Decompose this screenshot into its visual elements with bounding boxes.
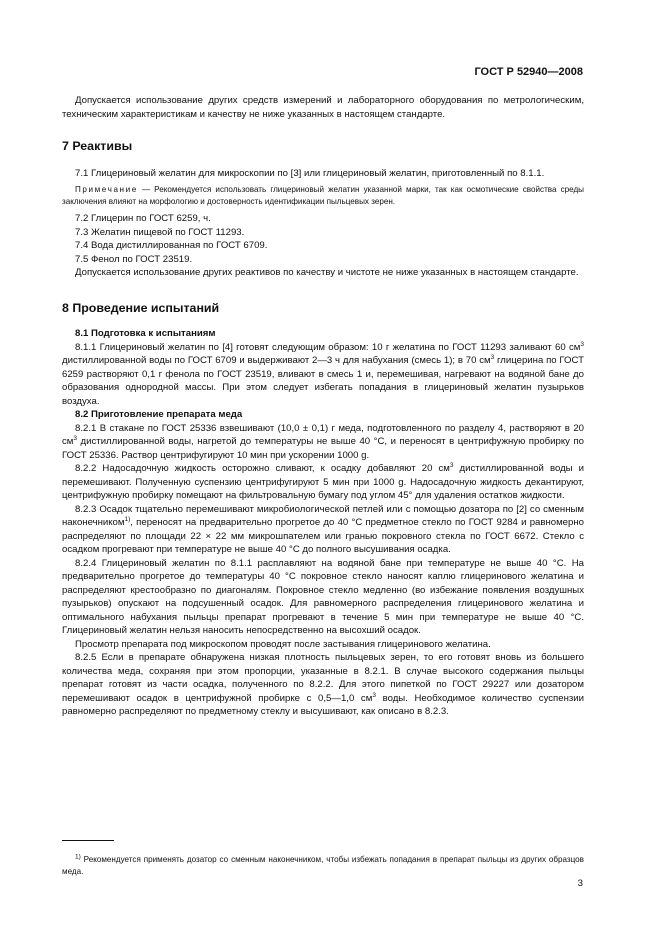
footnote-mark: 1) bbox=[75, 853, 81, 861]
paragraph-8-2-4-b: Просмотр препарата под микроскопом проводят после застывания глицеринового желатина. bbox=[75, 638, 491, 650]
p811-part-b: дистиллированной воды по ГОСТ 6709 и выдерживают 2—3 ч для набухания (смесь 1); в 70 см bbox=[62, 355, 491, 366]
document-body bbox=[62, 94, 584, 719]
item-7-3: 7.3 Желатин пищевой по ГОСТ 11293. bbox=[75, 226, 245, 238]
superscript-3: 3 bbox=[490, 353, 495, 361]
superscript-3: 3 bbox=[73, 434, 78, 442]
p821-part-a: 8.2.1 В стакане по ГОСТ 25336 взвешивают (10,0 ± 0,1) г меда, подготовленного по разделу 4, растворяют в 20 см bbox=[62, 422, 584, 447]
item-7-4: 7.4 Вода дистиллированная по ГОСТ 6709. bbox=[75, 240, 268, 251]
section-7-title: 7 Реактивы bbox=[62, 139, 133, 153]
superscript-3: 3 bbox=[372, 691, 376, 699]
note-label: Примечание bbox=[75, 185, 138, 194]
note-paragraph bbox=[62, 184, 584, 208]
paragraph-8-2-5 bbox=[62, 651, 584, 719]
footnote-separator bbox=[62, 840, 114, 841]
item-7-2: 7.2 Глицерин по ГОСТ 6259, ч. bbox=[75, 213, 211, 224]
section-8-title: 8 Проведение испытаний bbox=[62, 300, 220, 315]
paragraph-8-2-4: 8.2.4 Глицериновый желатин по 8.1.1 расплавляют на водяной бане при температуре не выше 40 °С. На предварительно прогретое до температуры 40 °С покровное стекло наносят каплю глицеринового желатина и распределяют крестообразно по диагоналям. Покровное стекло медленно (во избежание появления воздушных пузырьков) опускают на подсушенный осадок. Для равномерного распределения глицеринового желатина и оптимального набухания пыльцы препарат прогревают в течение 5 мин при температуре не выше 40 °С. Глицериновый желатин нельзя наносить непосредственно на высохший осадок. bbox=[62, 557, 584, 636]
document-header: ГОСТ Р 52940—2008 bbox=[474, 66, 583, 78]
subsection-8-2-title: 8.2 Приготовление препарата меда bbox=[75, 409, 243, 420]
paragraph-8-2-2 bbox=[62, 462, 584, 503]
item-7-5: 7.5 Фенол по ГОСТ 23519. bbox=[75, 253, 193, 265]
p825-part-b: воды. Необходимое количество суспензии равномерно распределяют по предметному стеклу и высушивают, как описано в 8.2.3. bbox=[62, 692, 584, 717]
footnote-text: Рекомендуется применять дозатор со сменным наконечником, чтобы избежать попадания в препарат пыльцы из других образцов меда. bbox=[62, 855, 584, 877]
superscript-3: 3 bbox=[580, 340, 584, 348]
paragraph-7-1: 7.1 Глицериновый желатин для микроскопии по [3] или глицериновый желатин, приготовленный по 8.1.1. bbox=[75, 167, 545, 179]
paragraph-8-1-1 bbox=[62, 341, 584, 409]
subsection-8-1-title: 8.1 Подготовка к испытаниям bbox=[75, 328, 216, 339]
p811-part-a: 8.1.1 Глицериновый желатин по [4] готовят следующим образом: 10 г желатина по ГОСТ 11293 заливают 60 см bbox=[75, 341, 581, 353]
footnote bbox=[62, 854, 584, 878]
paragraph-8-2-1 bbox=[62, 422, 584, 463]
p825-part-a: 8.2.5 Если в препарате обнаружена низкая плотность пыльцевых зерен, то его готовят вновь из большего количества меда, сохраняя при этом пропорции, указанные в 8.2.1. В случае высокого содержания пыльцы препарат готовят из части осадка, полученного по 8.2.2. Для этого пипеткой по ГОСТ 29227 или дозатором перемешивают осадок в центрифужной пробирке с 0,5—1,0 см bbox=[62, 652, 584, 704]
p811-part-c: глицерина по ГОСТ 6259 растворяют 0,1 г фенола по ГОСТ 23519, вливают в смесь 1 и, перемешивая, нагревают на водяной бане до образования однородной массы. При этом следует избегать попадания в глицериновый желатин пузырьков воздуха. bbox=[62, 355, 584, 407]
p823-part-b: , переносят на предварительно прогретое до 40 °С предметное стекло по ГОСТ 9284 и равномерно распределяют по площади 22 × 22 мм микрошпателем или гранью покровного стекла по ГОСТ 6672. Стекло с осадком прогревают при температуре не выше 40 °С до полного высушивания осадка. bbox=[62, 517, 584, 555]
intro-paragraph: Допускается использование других средств измерений и лабораторного оборудования по метрологическим, техническим характеристикам и качеству не ниже указанных в настоящем стандарте. bbox=[62, 95, 584, 120]
paragraph-8-2-3 bbox=[62, 503, 584, 557]
footnote-reference: 1) bbox=[124, 515, 131, 523]
p822-part-b: дистиллированной воды и перемешивают. Полученную суспензию центрифугируют 5 мин при 1000 g. Надосадочную жидкость декантируют, центрифужную пробирку помещают на фильтровальную бумагу под углом 45° для удаления остатков жидкости. bbox=[62, 463, 584, 501]
p821-part-b: дистиллированной воды, нагретой до температуры не выше 40 °С, и переносят в центрифужную пробирку по ГОСТ 25336. Раствор центрифугируют 10 мин при ускорении 1000 g. bbox=[62, 436, 584, 461]
section-7-closing: Допускается использование других реактивов по качеству и чистоте не ниже указанных в настоящем стандарте. bbox=[75, 267, 579, 278]
superscript-3: 3 bbox=[449, 461, 454, 469]
p823-part-a: 8.2.3 Осадок тщательно перемешивают микробиологической петлей или с помощью дозатора по [2] со сменным наконечником bbox=[62, 503, 584, 528]
page-number: 3 bbox=[577, 878, 583, 889]
note-text: — Рекомендуется использовать глицериновый желатин указанной марки, так как осмотические свойства среды заключения влияют на морфологию и достоверность идентификации пыльцевых зерен. bbox=[62, 185, 584, 206]
p822-part-a: 8.2.2 Надосадочную жидкость осторожно сливают, к осадку добавляют 20 см bbox=[75, 463, 450, 474]
